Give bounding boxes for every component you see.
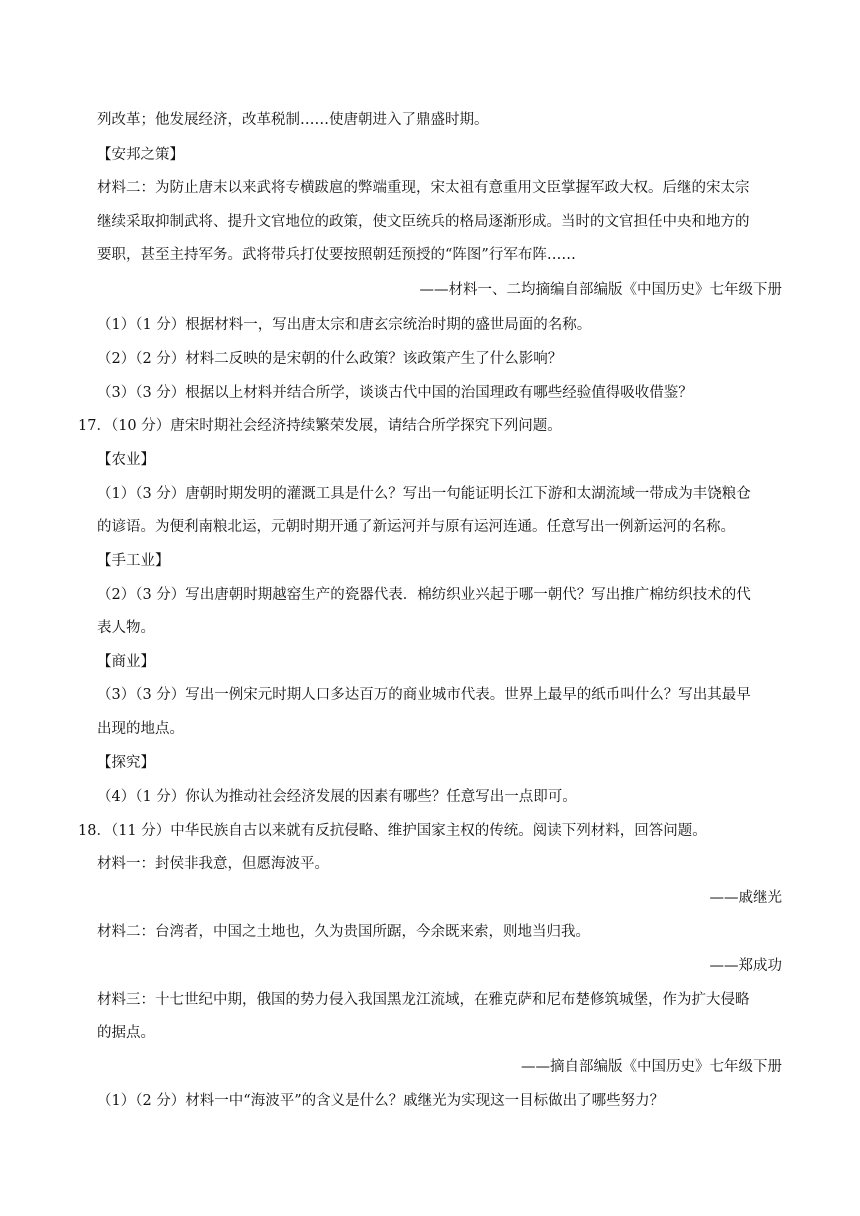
text-line: 材料二：为防止唐末以来武将专横跋扈的弊端重现，宋太祖有意重用文臣掌握军政大权。后继的宋太宗: [97, 180, 750, 196]
source-citation: ——戚继光: [709, 890, 782, 906]
question-item: （3）（3 分）根据以上材料并结合所学，谈谈古代中国的治国理政有哪些经验值得吸收借鉴？: [97, 385, 693, 401]
question-item: （2）（2 分）材料二反映的是宋朝的什么政策？该政策产生了什么影响？: [97, 351, 563, 367]
section-heading: 【探究】: [97, 755, 155, 771]
question-item: （4）（1 分）你认为推动社会经济发展的因素有哪些？任意写出一点即可。: [97, 789, 577, 805]
material-one: 材料一：封侯非我意，但愿海波平。: [97, 856, 329, 872]
section-heading: 【手工业】: [97, 553, 170, 569]
section-heading: 【农业】: [97, 452, 155, 468]
question-item: （1）（2 分）材料一中“海波平”的含义是什么？戚继光为实现这一目标做出了哪些努力？: [97, 1093, 665, 1109]
material-three: 材料三：十七世纪中期，俄国的势力侵入我国黑龙江流域，在雅克萨和尼布楚修筑城堡，作为扩大侵略: [97, 992, 750, 1008]
question-17: 17．（10 分）唐宋时期社会经济持续繁荣发展，请结合所学探究下列问题。: [78, 418, 562, 434]
text-line: 出现的地点。: [97, 721, 184, 737]
source-citation: ——材料一、二均摘编自部编版《中国历史》七年级下册: [419, 282, 782, 298]
question-item: （3）（3 分）写出一例宋元时期人口多达百万的商业城市代表。世界上最早的纸币叫什么？写出其最早: [97, 687, 751, 703]
source-citation: ——摘自部编版《中国历史》七年级下册: [521, 1059, 782, 1075]
text-line: 列改革；他发展经济，改革税制……使唐朝进入了鼎盛时期。: [97, 112, 489, 128]
source-citation: ——郑成功: [709, 958, 782, 974]
material-two: 材料二：台湾者，中国之土地也，久为贵国所踞，今余既来索，则地当归我。: [97, 924, 590, 940]
section-heading: 【安邦之策】: [97, 147, 184, 163]
question-item: （1）（3 分）唐朝时期发明的灌溉工具是什么？写出一句能证明长江下游和太湖流域一带成为丰饶粮仓: [97, 486, 751, 502]
question-item: （1）（1 分）根据材料一，写出唐太宗和唐玄宗统治时期的盛世局面的名称。: [97, 317, 592, 333]
text-line: 要职，甚至主持军务。武将带兵打仗要按照朝廷预授的“阵图”行军布阵……: [97, 247, 576, 263]
text-line: 的据点。: [97, 1025, 155, 1041]
question-18: 18．（11 分）中华民族自古以来就有反抗侵略、维护国家主权的传统。阅读下列材料，回答问题。: [78, 823, 707, 839]
section-heading: 【商业】: [97, 654, 155, 670]
question-item: （2）（3 分）写出唐朝时期越窑生产的瓷器代表．棉纺织业兴起于哪一朝代？写出推广棉纺织技术的代: [97, 587, 751, 603]
text-line: 的谚语。为便利南粮北运，元朝时期开通了新运河并与原有运河连通。任意写出一例新运河的名称。: [97, 519, 735, 535]
text-line: 表人物。: [97, 620, 155, 636]
text-line: 继续采取抑制武将、提升文官地位的政策，使文臣统兵的格局逐渐形成。当时的文官担任中央和地方的: [97, 214, 750, 230]
